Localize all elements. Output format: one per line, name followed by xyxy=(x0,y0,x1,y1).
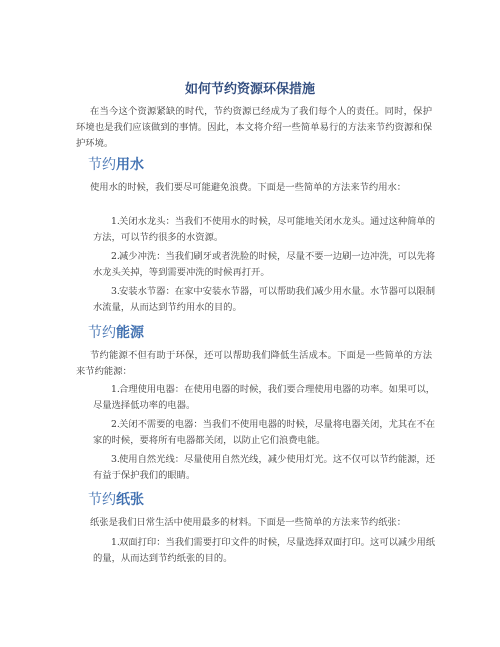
section-heading-emphasis: 纸张 xyxy=(116,492,144,508)
section-lead-paper: 纸张是我们日常生活中使用最多的材料。下面是一些简单的方法来节约纸张： xyxy=(90,517,407,528)
list-item xyxy=(93,535,437,567)
list-item-text: 安装水节器：在家中安装水节器，可以帮助我们减少用水量。水节器可以限制水流量，从而达到节约用水的目的。 xyxy=(93,286,436,313)
list-item-text: 减少冲洗：当我们刷牙或者洗脸的时候，尽量不要一边刷一边冲洗，可以先将水龙头关掉，等到需要冲洗的时候再打开。 xyxy=(93,251,436,278)
list-item-text: 使用自然光线：尽量使用自然光线，减少使用灯光。这不仅可以节约能源，还有益于保护我们的眼睛。 xyxy=(93,454,436,481)
section-heading-paper xyxy=(88,489,144,509)
list-item xyxy=(93,382,437,414)
section-heading-emphasis: 用水 xyxy=(116,157,144,173)
list-item xyxy=(93,214,437,246)
list-item xyxy=(93,249,437,281)
list-item-number: 2. xyxy=(111,419,120,430)
intro-paragraph: 在当今这个资源紧缺的时代，节约资源已经成为了我们每个人的责任。同时，保护环境也是我们应该做到的事情。因此，本文将介绍一些简单易行的方法来节约资源和保护环境。 xyxy=(76,106,432,149)
list-item-text: 关闭水龙头：当我们不使用水的时候，尽可能地关闭水龙头。通过这种简单的方法，可以节约很多的水资源。 xyxy=(93,216,436,243)
list-item-number: 1. xyxy=(111,384,120,395)
list-item xyxy=(93,452,437,484)
section-heading-emphasis: 能源 xyxy=(116,325,144,341)
section-lead-water: 使用水的时候，我们要尽可能避免浪费。下面是一些简单的方法来节约用水： xyxy=(90,182,407,193)
section-heading-prefix: 节约 xyxy=(88,157,116,173)
list-item xyxy=(93,417,437,449)
list-item-text: 合理使用电器：在使用电器的时候，我们要合理使用电器的功率。如果可以，尽量选择低功率的电器。 xyxy=(93,384,436,411)
list-item-number: 3. xyxy=(111,286,120,297)
list-item-text: 关闭不需要的电器：当我们不使用电器的时候，尽量将电器关闭，尤其在不在家的时候，要将所有电器都关闭，以防止它们浪费电能。 xyxy=(93,419,436,446)
list-item xyxy=(93,284,437,316)
list-item-number: 1. xyxy=(111,537,120,548)
list-item-number: 3. xyxy=(111,454,120,465)
section-heading-water xyxy=(88,154,144,174)
list-item-text: 双面打印：当我们需要打印文件的时候，尽量选择双面打印。这可以减少用纸的量，从而达到节约纸张的目的。 xyxy=(93,537,436,564)
page-title: 如何节约资源环保措施 xyxy=(184,82,315,97)
section-heading-energy xyxy=(88,322,144,342)
list-item-number: 1. xyxy=(111,216,120,227)
section-heading-prefix: 节约 xyxy=(88,325,116,341)
section-lead-energy: 节约能源不但有助于环保，还可以帮助我们降低生活成本。下面是一些简单的方法来节约能源： xyxy=(76,350,432,377)
section-heading-prefix: 节约 xyxy=(88,492,116,508)
list-item-number: 2. xyxy=(111,251,120,262)
